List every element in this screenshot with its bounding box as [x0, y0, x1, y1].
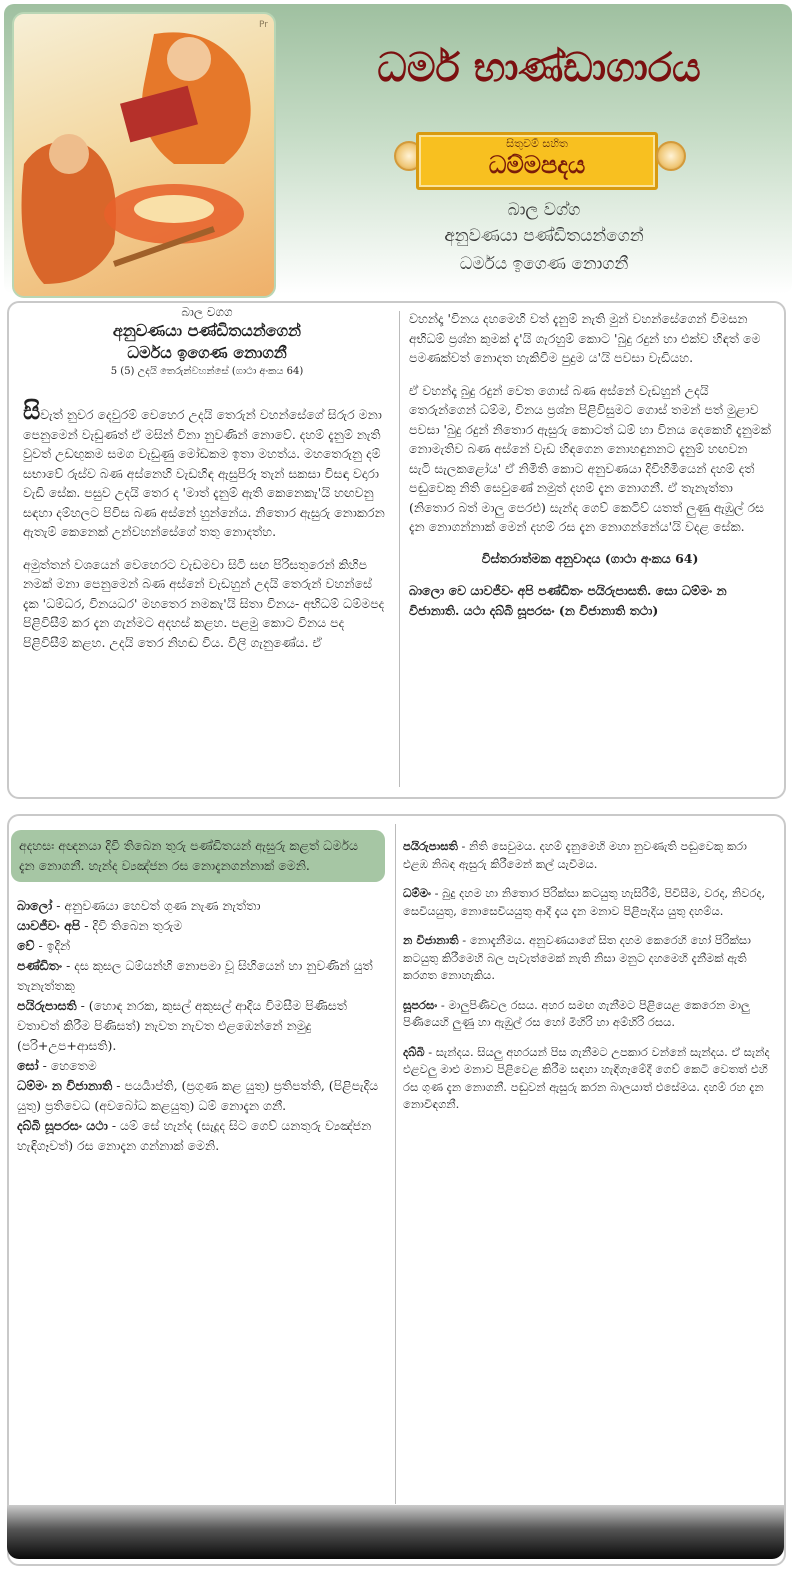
- glossary-left-list: [9, 896, 393, 1156]
- story-paragraph-2: අමුත්තන් වශයෙන් වෙහෙරට වැඩමවා සිටි සඟ පිරිසතුරෙන් කිහිප නමක් මනා පෙනුමෙන් බණ අස්නේ වැඩහුන් උදයි තෙරුන් වහන්සේ දැක 'ධම්ධර, විනයධර' මහතෙර නමකැ'යි සිතා විනය- අභිධම් ධම්මපද පිළිවිසීම් කර දැන ගැන්මට අදහස් කළහ. පළමු කොට විනය පද පිළිවිසීම් කළහ. උදයි තෙර නිහඬ විය. විලි ගැනුණේය. ඒ: [23, 556, 385, 650]
- glossary-divider: [395, 824, 396, 1504]
- dhammapada-badge: [394, 129, 684, 189]
- illustration-mark: Pr: [259, 20, 268, 30]
- glossary-left-column: [9, 816, 393, 1156]
- story-reference: 5 (5) උදයි තෙරුන්වහන්සේ (ගාථා අංකය 64): [110, 366, 304, 377]
- drop-cap: සි: [23, 396, 41, 425]
- story-right-column: [409, 303, 771, 621]
- story-left-column: [23, 303, 391, 665]
- glossary-panel: [7, 814, 786, 1566]
- footer-bar: [7, 1505, 784, 1559]
- gloss-note: න විජානාති - නොදැනීමය. අනුවණයාගේ සිත දහම කෙරෙහි හෝ පිරික්සා කටයුතු කිරීමෙහි බල පැවැත්මෙක් නැති නිසා මනුට දහමෙහි දැනීමක් ඇති කරගත නොහැකිය.: [403, 933, 751, 982]
- gloss-entry: බාලෝ - අනුවණයා හෙවත් ගුණ නැණ නැත්තා: [17, 898, 261, 913]
- pali-verse: බාලො වෙ යාවජීවං අපි පණ්ඩිතං පයිරුපාසති. සො ධම්මං න විජානාති. යථා දබ්බි සූපරසං (න විජානාති තථා): [409, 582, 727, 618]
- glossary-right-column: [403, 816, 775, 1126]
- story-paragraph-4: ඒ වහන්දෑ බුදු රදුන් වෙත ගොස් බණ අස්නේ වැඩහුන් උදයි තෙරුන්ගෙන් ධම්ම, විනය ප්‍රශ්න පිළිවිසුමට ගොස් තමන් පත් මුළාව පවසා 'බුදු රදුන් නිතොර ඇසුරු කොටත් ධම් හා විනය දෙකෙහි දැනුමක් නොමැතිව බණ අස්නේ වැඩ හිඳගෙන නොහඳුනනට දැනුම් හඟවන සැටි සැලකළෝය' ඒ නිමිති කොට අනුවණයා දිවිහිමියෙන් දහම් දත් පඬුවෙකු නිති සෙවුණේ නමුත් දහම් දැන නොගනී. ඒ තැනැත්තා (නිතොර බත් මාලු පෙරළු) සැන්ද ගෙව් කෙටිව් යතත් ලුණු ඇඹුල් රස දැන නොගන්නාක් මෙන් දහම් රස දැන නොගන්නේය'යි වදළ සේක.: [409, 382, 771, 534]
- story-title-line2: ධර්මය ඉගෙණ නොගනී: [459, 254, 629, 274]
- gloss-entry: පණ්ඩිතං - දස කුසල ධම්යන්හි නොපමා වූ සිහියෙන් හා නුවණින් යුත් තැනැත්තකු: [17, 958, 373, 993]
- junior-monk-head: [49, 134, 89, 174]
- gloss-note: පයිරුපාසති - නිති සෙවුමය. දහම් දැනුමෙහි මහා නුවණැති පඬුවෙකු කරා එළඹ නිබඳ ඇසුරු කිරීමෙන් කල් යැවීමය.: [403, 839, 747, 871]
- site-title: ධර්ම භාණ්ඩාගාරය: [377, 44, 701, 91]
- column-divider: [399, 311, 400, 787]
- gloss-entry: සෝ - හෙතෙම: [17, 1058, 97, 1073]
- badge-subtitle: සිතුවම් සහිත: [506, 137, 568, 150]
- story-title-a: අනුවණයා පණ්ඩිතයන්ගෙන්: [112, 321, 302, 340]
- gloss-entry: වේ - ඉදින්: [17, 938, 71, 953]
- monks-illustration: [12, 12, 276, 298]
- story-title-line1: අනුවණයා පණ්ඩිතයන්ගෙන්: [444, 226, 644, 246]
- header-banner: [4, 4, 792, 294]
- right-ornament-icon: [656, 141, 686, 171]
- gloss-entry: දබ්බි සූපරසං යථා - යම් සේ හැන්ද (සැදූද සිට ගෙව් යනතුරු ව්‍යඤ්ජන හැඳිගෑවත්) රස නොදැන ගන්නාක් මෙනි.: [17, 1118, 372, 1153]
- vagga-label: බාල වග්ග: [507, 200, 581, 220]
- story-paragraph-1-text: වැත් නුවර දෙවුරම් වෙහෙර උදයි තෙරුන් වහන්සේගේ සිරුර මනා පෙනුමෙන් වැඩුණත් ඒ මසින් විනා නුවණින් නොවේ. දහම් දැනුම් නැති වුවත් උඩඟුකම සමග වැඩුණු මෝඩකම ඉතා මහත්ය. මහතෙරුනු දම් සභාවේ රුස්ව බණ අස්නෙහි වැඩහිඳ ඇසුපිරූ තැන් සකසා විසඳා වදාරා වැඩි සේක. පසුව උදයි තෙර ද 'මාත් දැනුම් ඇති කෙනෙකැ'යි හඟවනු සඳහා දම්හලට පිවිස බණ අස්නේ හුන්නේය. නිතොර ඇසුරු නොකරන ඇතැම් කෙනෙක් උන්වහන්සේගේ තතු නොදත්හ.: [23, 407, 385, 539]
- senior-monk-head: [167, 37, 211, 81]
- story-paragraph-1: [23, 396, 391, 542]
- gloss-note: සූපරසං - මාලුපිණිවල රසය. අහර සමඟ ගැනීමට පිළියෙළ කෙරෙන මාලු පිණියෙහි ලුණු හා ඇඹුල් රස හෝ මිහිරි හා අම්හිරි රසය.: [403, 997, 750, 1029]
- gloss-entry: ධම්මං න විජානාති - පයර්‍යාප්ති, (ප්‍රගුණ කළ යුතු) ප්‍රතිපත්ති, (පිළිපැදිය යුතු) ප්‍රතිවෙධ (අවබෝධ කළයුතු) ධම් නොදැන ගනී.: [17, 1078, 379, 1113]
- gloss-entry: යාවජීවං අපි - දිවි තිබෙන තුරුම: [17, 918, 183, 933]
- badge-box: [416, 132, 658, 190]
- gloss-entry: පයිරුපාසති - (හොඳ නරක, කුසල් අකුසල් ආදිය විමසීම පිණිසත් වතාවත් කිරීම පිණිසත්) නැවත නැවත එළඹෙන්නේ නමුදු (පරි+උප+ආසති).: [17, 998, 347, 1053]
- gloss-note: ධම්මං - බුදු දහම හා නිතොර පිරික්සා කටයුතු හැසිරීම්, පිවිසීම, වරද, නිවරද, සෙවියයුතු, නොසෙවියයුතු ආදී දැය දැන මනාව පිළිපැදිය යුතු දහම්ය.: [403, 886, 766, 918]
- meaning-summary: අදහසඃ අඥනයා දිවි තිබෙන තුරු පණ්ඩිතයන් ඇසුරු කළත් ධර්මය දැන නොගනී. හැන්ද ව්‍යඤ්ජන රස නොදැනගන්නාක් මෙනි.: [11, 830, 385, 882]
- story-panel: [7, 301, 786, 799]
- story-vagga: බාල වගග: [181, 305, 233, 319]
- badge-title: ධම්මපදය: [488, 150, 586, 179]
- story-title-b: ධර්මය ඉගෙණ නොගනී: [127, 343, 287, 362]
- translation-heading: විස්තරාත්මක අනුවාදය (ගාථා අංකය 64): [481, 550, 699, 566]
- gloss-note: දබ්බි - සැන්දය. සියලු අහරයන් පිස ගැනීමට උපකාර වන්නේ සැන්දය. ඒ සැන්ද එළවලු මාළු මනාව පිළිවෙළ කිරීම සඳහා හැඳිගෑමේදී ගෙව් කෙටි වෙතත් එහි රස ගුණ දැන නොගනී. පඬුවන් ඇසුරු කරන බාලයාත් එසේමය. දහම් රහ දැන නොවිඳගනී.: [403, 1044, 770, 1111]
- food-rice: [134, 195, 214, 223]
- story-paragraph-3: වහන්දෑ 'විනය දහමෙහි වත් දැනුම් නැති මුන් වහන්සේගෙන් විමසන අභිධම් ප්‍රශ්න කුමක් දැ'යි ගැරහුම් කොට 'බුදු රදුන් හා එක්ව හිඳත් මෙ පමණක්වත් නොදත හැකිවීම පුදුම ය'යි පවසා වැඩියහ.: [409, 311, 761, 365]
- illustration-art: [14, 14, 274, 296]
